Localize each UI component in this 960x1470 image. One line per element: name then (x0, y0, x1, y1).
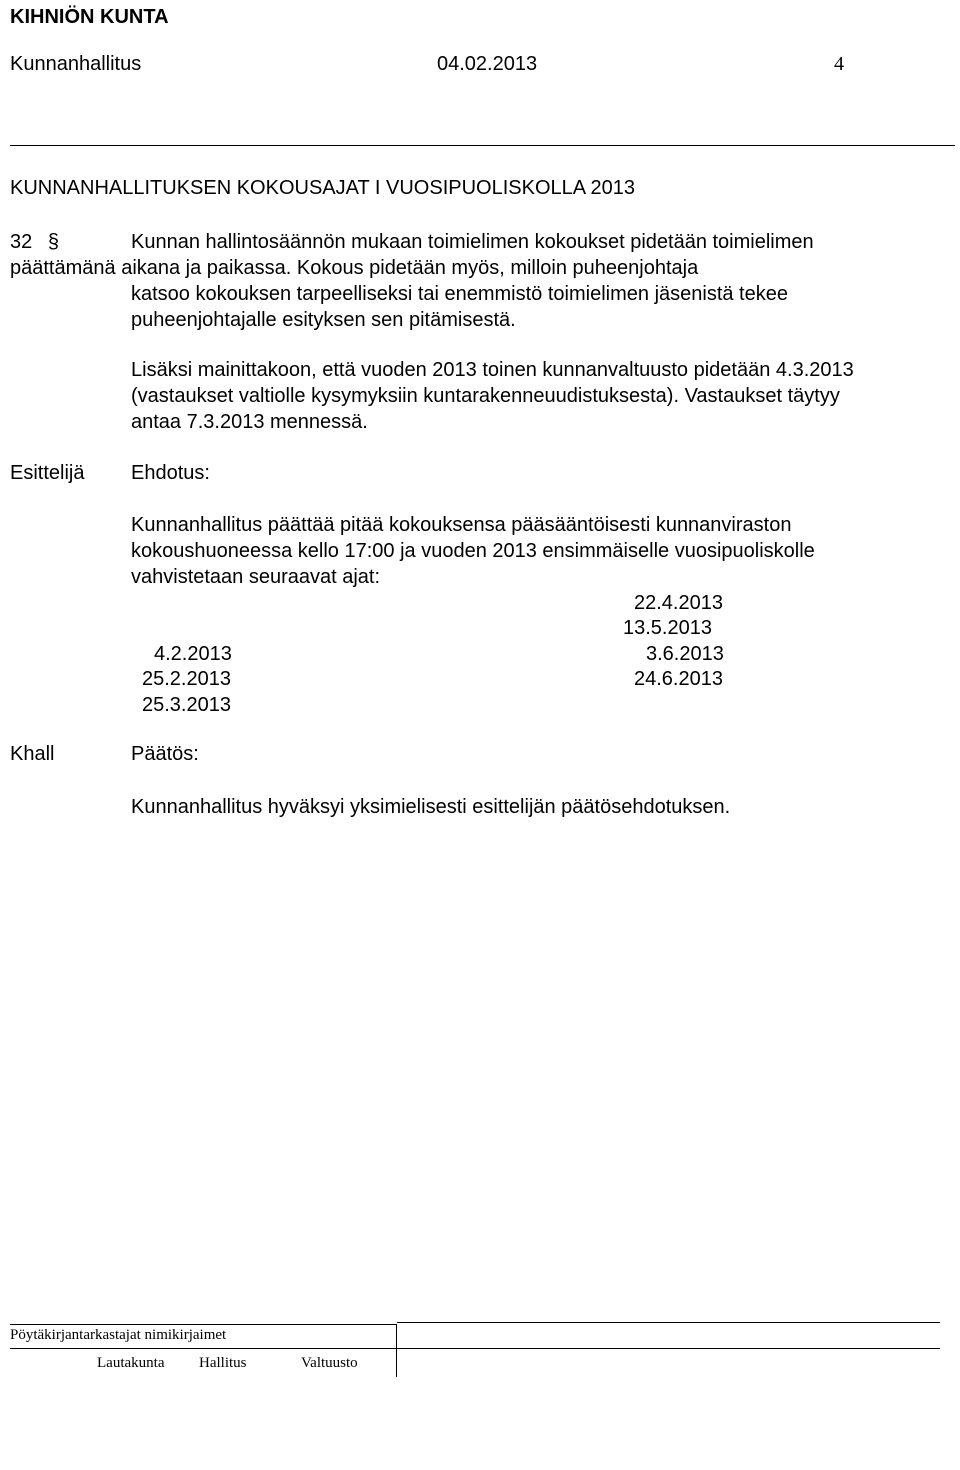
decision-label: Päätös: (131, 743, 199, 765)
additional-paragraph (131, 357, 854, 435)
proposal-label: Ehdotus: (131, 462, 210, 484)
paragraph-line: katsoo kokouksen tarpeelliseksi tai enemmistö toimielimen jäsenistä tekee (131, 283, 788, 305)
section-sign: § (47, 231, 59, 253)
intro-paragraph-cont (10, 255, 698, 281)
section-number (10, 229, 59, 255)
page-number: 4 (834, 53, 844, 75)
signatures-label: Pöytäkirjantarkastajat nimikirjaimet (10, 1327, 227, 1343)
meeting-date: 22.4.2013 (634, 592, 723, 614)
signature-column-lautakunta: Lautakunta (97, 1355, 165, 1371)
proposal-text (131, 512, 815, 590)
signature-column-valtuusto: Valtuusto (301, 1355, 358, 1371)
section-number-value: 32 (10, 231, 33, 253)
header-date: 04.02.2013 (437, 53, 538, 75)
paragraph-line: Kunnan hallintosäännön mukaan toimielimen kokoukset pidetään toimielimen (131, 231, 814, 253)
paragraph-line: (vastaukset valtiolle kysymyksiin kuntarakenneuudistuksesta). Vastaukset täytyy (131, 385, 840, 407)
intro-paragraph (131, 229, 814, 255)
paragraph-line: päättämänä aikana ja paikassa. Kokous pidetään myös, milloin puheenjohtaja (10, 257, 699, 279)
meeting-date: 25.3.2013 (142, 694, 231, 716)
footer-top-line (397, 1322, 940, 1323)
header-body: Kunnanhallitus (10, 53, 142, 75)
meeting-date: 13.5.2013 (623, 617, 712, 639)
meeting-date: 4.2.2013 (154, 643, 232, 665)
signature-column-hallitus: Hallitus (199, 1355, 247, 1371)
decision-text: Kunnanhallitus hyväksyi yksimielisesti esittelijän päätösehdotuksen. (131, 796, 731, 818)
paragraph-line: Kunnanhallitus päättää pitää kokouksensa pääsääntöisesti kunnanviraston (131, 514, 792, 536)
paragraph-line: kokoushuoneessa kello 17:00 ja vuoden 2013 ensimmäiselle vuosipuoliskolle (131, 540, 815, 562)
intro-paragraph-cont2 (131, 281, 788, 333)
presenter-label: Esittelijä (10, 462, 85, 484)
header-divider (10, 145, 955, 146)
paragraph-line: vahvistetaan seuraavat ajat: (131, 566, 381, 588)
municipality-name: KIHNIÖN KUNTA (10, 6, 169, 28)
meeting-date: 24.6.2013 (634, 668, 723, 690)
section-title: KUNNANHALLITUKSEN KOKOUSAJAT I VUOSIPUOLISKOLLA 2013 (10, 177, 636, 199)
meeting-date: 3.6.2013 (646, 643, 724, 665)
paragraph-line: puheenjohtajalle esityksen sen pitämisestä. (131, 309, 516, 331)
decision-body-label: Khall (10, 743, 55, 765)
meeting-date: 25.2.2013 (142, 668, 231, 690)
paragraph-line: antaa 7.3.2013 mennessä. (131, 411, 368, 433)
paragraph-line: Lisäksi mainittakoon, että vuoden 2013 toinen kunnanvaltuusto pidetään 4.3.2013 (131, 359, 854, 381)
